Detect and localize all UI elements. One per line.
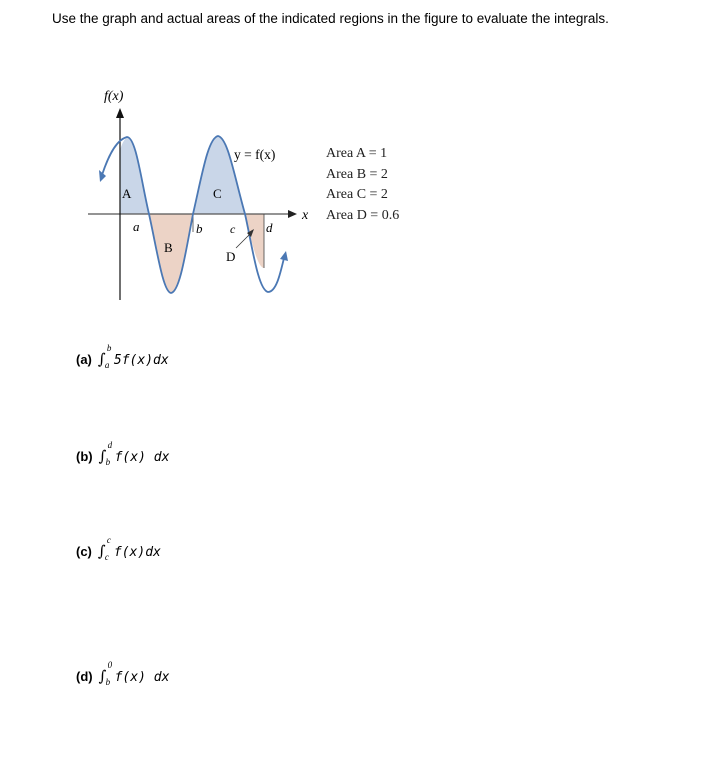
upper-limit: 0 xyxy=(107,660,113,670)
y-axis-arrow xyxy=(116,108,124,118)
x-axis-label: x xyxy=(302,208,309,223)
point-label-a: a xyxy=(133,219,140,234)
question-label: (b) xyxy=(76,449,93,464)
question-b xyxy=(76,440,170,467)
area-d-value: Area D = 0.6 xyxy=(326,208,400,223)
curve-right-arrow xyxy=(280,251,288,261)
point-label-d: d xyxy=(266,220,273,235)
region-label-d: D xyxy=(226,249,236,264)
question-d xyxy=(76,660,170,687)
upper-limit: c xyxy=(106,535,111,545)
area-a-value: Area A = 1 xyxy=(326,146,388,161)
point-label-b: b xyxy=(196,221,203,236)
lower-limit: b xyxy=(105,457,111,467)
question-label: (c) xyxy=(76,544,92,559)
question-label: (d) xyxy=(76,669,93,684)
integrand: f(x) dx xyxy=(114,670,170,685)
area-b-value: Area B = 2 xyxy=(326,167,388,182)
x-axis-arrow xyxy=(288,210,297,218)
lower-limit: c xyxy=(104,552,109,562)
curve-label: y = f(x) xyxy=(234,147,276,162)
integrand: f(x) dx xyxy=(114,450,170,465)
region-label-a: A xyxy=(122,186,132,201)
question-label: (a) xyxy=(76,352,92,367)
integrand: f(x)dx xyxy=(113,545,161,560)
region-label-b: B xyxy=(164,240,173,255)
integral-sign: ∫ c c xyxy=(97,535,111,562)
integral-sign: ∫ 0 b xyxy=(98,660,113,687)
region-label-c: C xyxy=(213,186,222,201)
integral-sign: ∫ b a xyxy=(97,343,112,370)
upper-limit: d xyxy=(107,440,113,450)
integral-sign: ∫ d b xyxy=(98,440,113,467)
question-a xyxy=(76,343,169,370)
point-label-c: c xyxy=(230,222,236,236)
integrand: 5f(x)dx xyxy=(113,353,169,368)
question-c xyxy=(76,535,161,562)
area-c-value: Area C = 2 xyxy=(326,187,388,202)
lower-limit: a xyxy=(104,360,110,370)
instruction-text: Use the graph and actual areas of the indicated regions in the figure to evaluate the integrals. xyxy=(52,11,609,26)
upper-limit: b xyxy=(106,343,112,353)
lower-limit: b xyxy=(105,677,111,687)
y-axis-label: f(x) xyxy=(104,89,124,104)
